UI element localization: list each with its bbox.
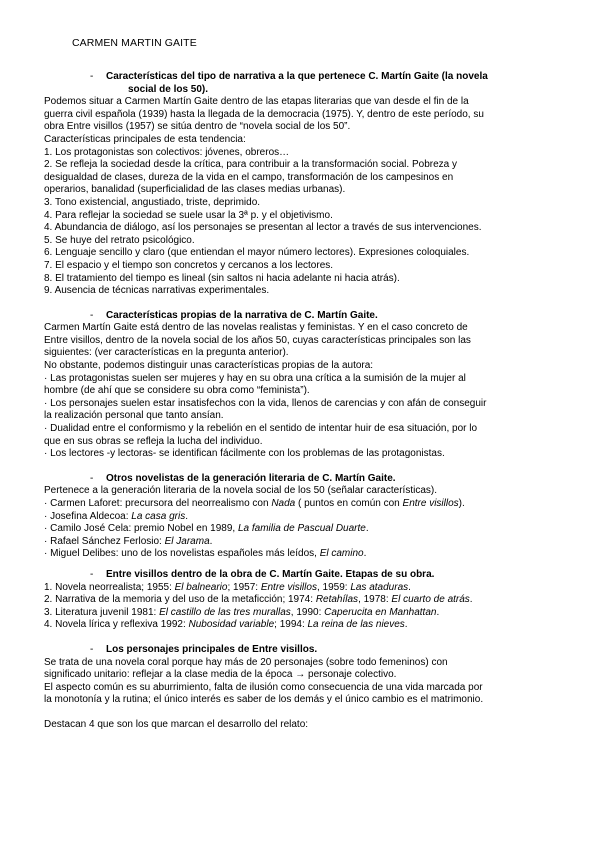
text-line: Pertenece a la generación literaria de la novela social de los 50 (señalar características).	[44, 485, 437, 497]
text-line: Carmen Martín Gaite está dentro de las novelas realistas y feministas. Y en el caso concreto de	[44, 322, 468, 334]
section-heading-2-text: Características propias de la narrativa de C. Martín Gaite.	[106, 309, 378, 321]
text-line: Características principales de esta tendencia:	[44, 133, 246, 145]
section-heading-1-text: Características del tipo de narrativa a la que pertenece C. Martín Gaite (la novela	[106, 71, 488, 82]
section-heading-5-text: Los personajes principales de Entre visillos.	[106, 643, 318, 655]
list-item: 5. Se huye del retrato psicológico.	[44, 234, 195, 246]
text-line: significado unitario: reflejar a la clase media de la época → personaje colectivo.	[44, 669, 397, 681]
text-line: obra Entre visillos (1957) se sitúa dentro de “novela social de los 50”.	[44, 121, 351, 133]
document-body	[44, 71, 564, 732]
list-item: · Miguel Delibes: uno de los novelistas españoles más leídos, El camino.	[44, 548, 367, 560]
list-item: 6. Lenguaje sencillo y claro (que entiendan el mayor número lectores). Expresiones coloquiales.	[44, 247, 470, 259]
list-item: 8. El tratamiento del tiempo es lineal (sin saltos ni hacia adelante ni hacia atrás).	[44, 272, 400, 284]
section-heading-5	[44, 644, 564, 657]
section-heading-3	[44, 473, 564, 486]
text-line: Podemos situar a Carmen Martín Gaite dentro de las etapas literarias que van desde el fin de la	[44, 96, 469, 108]
bullet-dash: -	[90, 643, 94, 655]
text-line: Destacan 4 que son los que marcan el desarrollo del relato:	[44, 718, 309, 730]
list-item: · Carmen Laforet: precursora del neorrealismo con Nada ( puntos en común con Entre visillos).	[44, 498, 465, 509]
list-item: 3. Tono existencial, angustiado, triste, deprimido.	[44, 196, 261, 208]
section-heading-3-text: Otros novelistas de la generación literaria de C. Martín Gaite.	[106, 472, 396, 484]
list-item: hombre (de ahí que se considere su obra como “feminista”).	[44, 385, 310, 397]
list-item: 1. Novela neorrealista; 1955: El balneario; 1957: Entre visillos, 1959: Las ataduras.	[44, 581, 411, 593]
section-2-body	[44, 322, 564, 461]
list-item: que en sus obras se refleja la lucha del individuo.	[44, 435, 263, 447]
document-title: CARMEN MARTIN GAITE	[72, 37, 197, 49]
text-line: Se trata de una novela coral porque hay más de 20 personajes (sobre todo femeninos) con	[44, 656, 448, 668]
section-3-body	[44, 485, 564, 561]
section-heading-4-text: Entre visillos dentro de la obra de C. Martín Gaite. Etapas de su obra.	[106, 568, 435, 580]
text-line: siguientes: (ver características en la pregunta anterior).	[44, 347, 289, 359]
section-4-body	[44, 582, 564, 632]
bullet-dash: -	[90, 309, 94, 321]
list-item: desigualdad de clases, dureza de la vida en el campo, transformación de los campesinos en	[44, 171, 454, 183]
list-item: · Camilo José Cela: premio Nobel en 1989, La familia de Pascual Duarte.	[44, 523, 369, 535]
spacer	[44, 707, 564, 719]
section-heading-1-cont: social de los 50).	[128, 83, 209, 95]
section-5-body	[44, 657, 564, 707]
text-line: guerra civil española (1939) hasta la llegada de la democracia (1975). Y, dentro de este período, su	[44, 108, 484, 120]
spacer	[44, 561, 564, 569]
list-item: 3. Literatura juvenil 1981: El castillo de las tres murallas, 1990: Caperucita en Manhattan.	[44, 606, 440, 618]
list-item: · Los lectores -y lectoras- se identifican fácilmente con los problemas de las protagonistas.	[44, 448, 445, 460]
section-heading-4	[44, 569, 564, 582]
list-item: · Josefina Aldecoa: La casa gris.	[44, 510, 188, 522]
list-item: · Rafael Sánchez Ferlosio: El Jarama.	[44, 535, 213, 547]
section-heading-1	[44, 71, 564, 96]
list-item: la realización personal que tanto ansían.	[44, 410, 224, 422]
bullet-dash: -	[90, 71, 94, 82]
section-1-body	[44, 96, 564, 298]
spacer	[44, 461, 564, 473]
bullet-dash: -	[90, 568, 94, 580]
list-item: 2. Narrativa de la memoria y del uso de la metaficción; 1974: Retahílas, 1978: El cuarto de atrás.	[44, 594, 473, 606]
list-item: 4. Abundancia de diálogo, así los personajes se presentan al lector a través de sus intervenciones.	[44, 222, 482, 234]
list-item: 4. Para reflejar la sociedad se suele usar la 3ª p. y el objetivismo.	[44, 209, 333, 221]
list-item: · Dualidad entre el conformismo y la rebelión en el sentido de intentar huir de esa situación, por lo	[44, 423, 478, 435]
spacer	[44, 632, 564, 644]
section-5-closing	[44, 719, 564, 732]
text-line: la monotonía y la rutina; el único interés es saber de los demás y el único cambio es el matrimonio.	[44, 694, 484, 706]
list-item: · Las protagonistas suelen ser mujeres y hay en su obra una crítica a la sumisión de la mujer al	[44, 372, 466, 384]
list-item: operarios, banalidad (superficialidad de las clases medias urbanas).	[44, 184, 346, 196]
spacer	[44, 298, 564, 310]
list-item: 1. Los protagonistas son colectivos: jóvenes, obreros…	[44, 146, 290, 158]
list-item: 7. El espacio y el tiempo son concretos y cercanos a los lectores.	[44, 259, 334, 271]
section-heading-2	[44, 310, 564, 323]
text-line: No obstante, podemos distinguir unas características propias de la autora:	[44, 360, 374, 372]
bullet-dash: -	[90, 472, 94, 484]
list-item: 2. Se refleja la sociedad desde la crítica, para contribuir a la transformación social. Pobreza y	[44, 159, 457, 171]
list-item: 9. Ausencia de técnicas narrativas experimentales.	[44, 285, 270, 297]
list-item: 4. Novela lírica y reflexiva 1992: Nubosidad variable; 1994: La reina de las nieves.	[44, 619, 408, 631]
text-line: Entre visillos, dentro de la novela social de los años 50, cuyas características principales son las	[44, 334, 471, 346]
list-item: · Los personajes suelen estar insatisfechos con la vida, llenos de carencias y con afán de conseguir	[44, 397, 487, 409]
text-line: El aspecto común es su aburrimiento, falta de ilusión como consecuencia de una vida marcada por	[44, 681, 483, 693]
